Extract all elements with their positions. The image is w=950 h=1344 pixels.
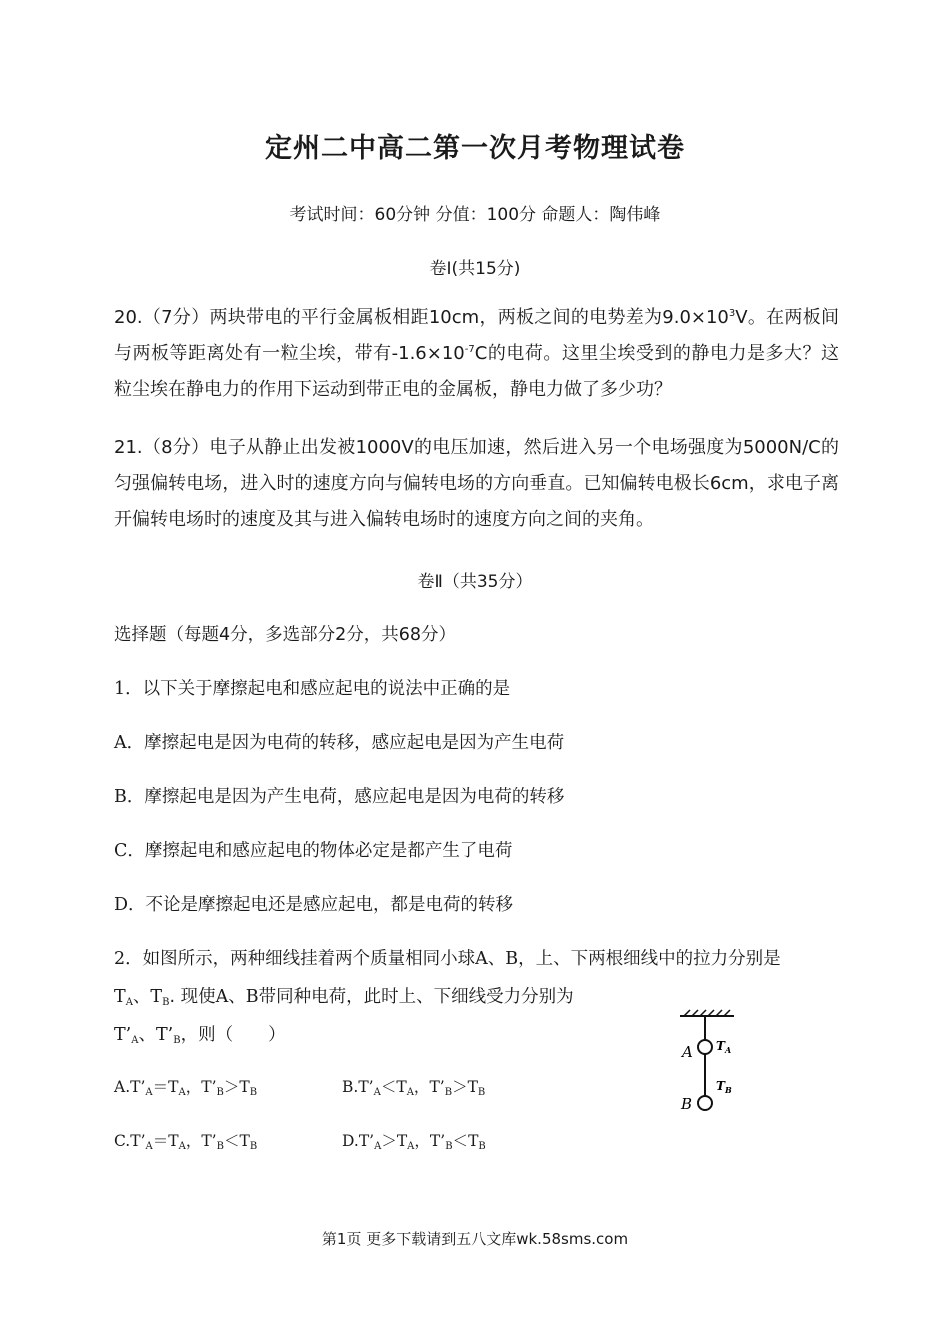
- ball-b: [698, 1096, 712, 1110]
- question-1-stem: 1．以下关于摩擦起电和感应起电的说法中正确的是: [114, 679, 511, 699]
- label-tension-b: T: [716, 1079, 725, 1093]
- choice-header: 选择题（每题4分，多选部分2分，共68分）: [114, 625, 457, 645]
- question-1-option-b: B．摩擦起电是因为产生电荷，感应起电是因为电荷的转移: [114, 787, 565, 807]
- label-ball-a: A: [682, 1043, 693, 1061]
- question-1-option-a: A．摩擦起电是因为电荷的转移，感应起电是因为产生电荷: [114, 733, 565, 753]
- ball-a: [698, 1040, 712, 1054]
- question-2-stem-line3: $T’_A$、$T’_B$，则（ ）: [114, 1025, 286, 1046]
- question-20: 20.（7分）两块带电的平行金属板相距10cm，两板之间的电势差为$9.0\times 10^3V$。在两板间与两板等距离处有一粒尘埃，带有$-1.6\times 10^{-7}C$的电荷。这里尘埃受到的静电力是多大？这粒尘埃在静电力的作用下运动到带正电的金属板，静电力做了多少功？: [114, 307, 839, 400]
- label-tension-b-sub: B: [725, 1085, 732, 1095]
- page-footer: 第1页 更多下载请到五八文库wk.58sms.com: [321, 1230, 629, 1248]
- question-1-option-d: D．不论是摩擦起电还是感应起电，都是电荷的转移: [114, 895, 514, 915]
- question-2-stem-line1: 2．如图所示，两种细线挂着两个质量相同小球A、B，上、下两根细线中的拉力分别是: [114, 949, 781, 969]
- question-2-option-a: $A.T’_A=T_A$，$T’_B>T_B$: [114, 1078, 258, 1098]
- label-tension-a: T: [716, 1039, 725, 1053]
- exam-info: 考试时间：60分钟 分值：100分 命题人：陶伟峰: [289, 205, 661, 225]
- section1-header: 卷Ⅰ(共15分): [429, 259, 521, 279]
- ceiling-support: [680, 1010, 734, 1016]
- question-21: 21.（8分）电子从静止出发被1000V的电压加速，然后进入另一个电场强度为5000N/C的匀强偏转电场，进入时的速度方向与偏转电场的方向垂直。已知偏转电极长6cm，求电子离开偏转电场时的速度及其与进入偏转电场时的速度方向之间的夹角。: [114, 437, 839, 530]
- label-ball-b: B: [681, 1095, 693, 1113]
- question-2-option-b: $B.T’_A<T_A$，$T’_B>T_B$: [342, 1078, 486, 1098]
- section2-header: 卷Ⅱ（共35分）: [417, 572, 533, 592]
- question-2-option-c: $C.T’_A=T_A$，$T’_B<T_B$: [114, 1132, 258, 1152]
- question-1-option-c: C．摩擦起电和感应起电的物体必定是都产生了电荷: [114, 841, 513, 861]
- question-2-stem-line2: $T_A$、$T_B$. 现使A、B带同种电荷，此时上、下细线受力分别为: [114, 987, 574, 1008]
- page-title: 定州二中高二第一次月考物理试卷: [265, 133, 685, 164]
- question-2-option-d: $D.T’_A>T_A$，$T’_B<T_B$: [342, 1132, 486, 1152]
- hanging-balls-figure: [672, 1002, 752, 1122]
- label-tension-a-sub: A: [725, 1045, 732, 1055]
